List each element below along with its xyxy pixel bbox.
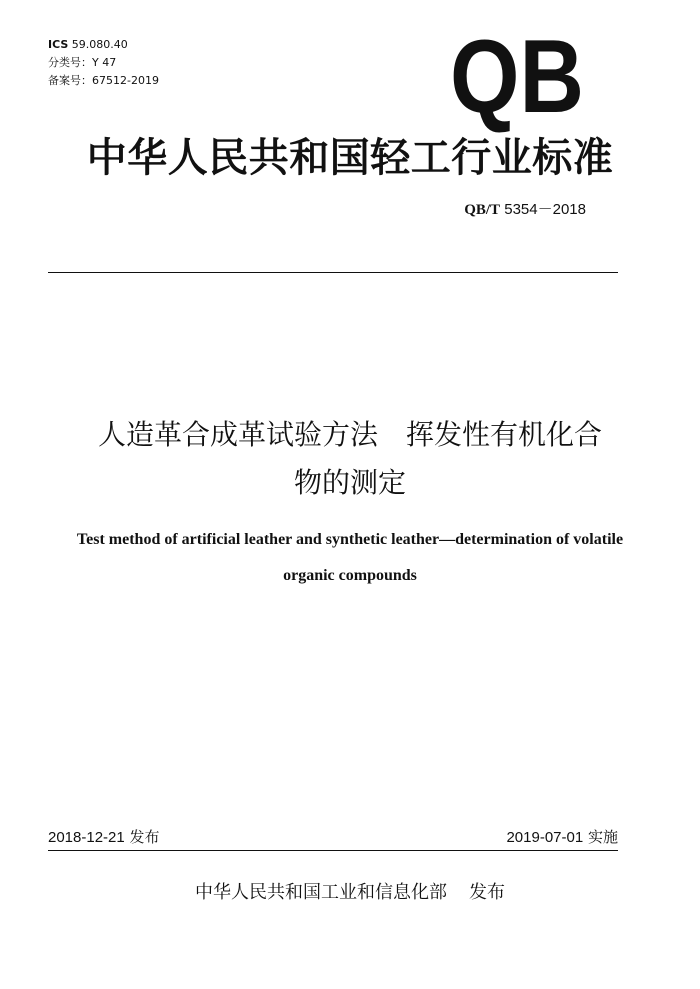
issuer	[0, 881, 700, 905]
implement-date	[506, 827, 618, 848]
issuer-action: 发布	[469, 882, 505, 903]
bottom-divider	[48, 850, 618, 851]
record-label: 备案号：	[48, 74, 92, 87]
english-title-line1: Test method of artificial leather and synthetic leather—determination of volatile	[76, 531, 624, 548]
ics-value: 59.080.40	[71, 38, 128, 51]
implement-date-label: 实施	[587, 828, 618, 846]
record-number	[48, 74, 159, 88]
document-title-line2: 物的测定	[293, 466, 406, 499]
issue-date-label: 发布	[129, 828, 160, 846]
issuer-name: 中华人民共和国工业和信息化部	[195, 882, 447, 903]
category-value: Y 47	[92, 56, 117, 69]
category-code	[48, 56, 116, 70]
standard-number-prefix: QB/T	[464, 202, 501, 218]
standard-title: 中华人民共和国轻工行业标准	[86, 135, 614, 181]
ics-code	[48, 38, 128, 52]
ics-label: ICS	[48, 38, 69, 51]
qb-logo-text: QB	[450, 19, 584, 135]
category-label: 分类号：	[48, 56, 92, 69]
standard-number	[464, 200, 586, 220]
standard-number-value: 5354－2018	[504, 201, 586, 218]
issue-date-value: 2018-12-21	[48, 829, 125, 846]
document-title-line1: 人造革合成革试验方法 挥发性有机化合	[97, 418, 602, 451]
english-title-line2: organic compounds	[283, 567, 417, 584]
qb-logo-graphic	[447, 19, 587, 135]
qb-logo	[447, 19, 587, 135]
top-divider	[48, 272, 618, 273]
record-value: 67512-2019	[92, 74, 159, 87]
implement-date-value: 2019-07-01	[506, 829, 584, 846]
issue-date	[48, 827, 160, 848]
